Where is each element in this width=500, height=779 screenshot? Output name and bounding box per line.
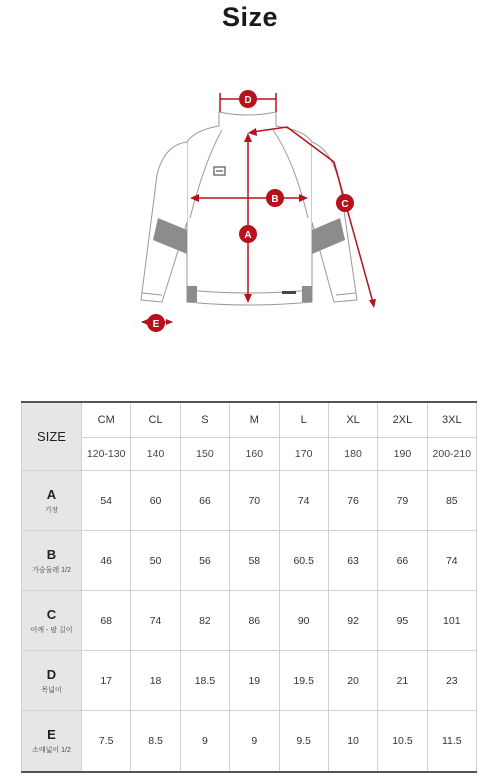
measurement-value-cell: 82 (180, 591, 229, 651)
height-cell: 180 (328, 438, 377, 471)
size-code-cell: 2XL (378, 402, 427, 438)
label-a: A (244, 230, 252, 241)
measurement-row-header (22, 711, 82, 772)
measurement-letter: E (47, 727, 56, 743)
measurement-value-cell: 58 (230, 531, 279, 591)
measurement-letter: B (46, 546, 57, 562)
height-cell: 140 (131, 438, 180, 471)
measurement-row (22, 651, 477, 711)
measurement-row-header (22, 531, 82, 591)
measurement-value-cell: 20 (328, 651, 377, 711)
measurement-value-cell: 76 (328, 471, 377, 531)
brand-tag (282, 291, 296, 294)
measurement-row-header (22, 591, 82, 651)
measurement-value-cell: 60 (131, 471, 180, 531)
height-row (22, 438, 477, 471)
height-cell: 170 (279, 438, 328, 471)
measurement-value-cell: 63 (328, 531, 377, 591)
measurement-value-cell: 10 (328, 711, 377, 772)
height-cell: 120-130 (82, 438, 131, 471)
size-chart-table (21, 401, 477, 773)
height-cell: 160 (230, 438, 279, 471)
measurement-value-cell: 92 (328, 591, 377, 651)
measurement-value-cell: 66 (378, 531, 427, 591)
measurement-row (22, 471, 477, 531)
size-code-cell: CM (82, 402, 131, 438)
page-title: Size (221, 2, 279, 32)
measurement-value-cell: 79 (378, 471, 427, 531)
measurement-value-cell: 74 (427, 531, 476, 591)
size-code-cell: S (180, 402, 229, 438)
measurement-description: 어깨 - 팔 길이 (30, 626, 73, 634)
measurement-value-cell: 19.5 (279, 651, 328, 711)
height-cell: 200-210 (427, 438, 476, 471)
measurement-value-cell: 10.5 (378, 711, 427, 772)
label-e: E (152, 319, 160, 330)
measurement-value-cell: 70 (230, 471, 279, 531)
measurement-row-header (22, 651, 82, 711)
measurement-description: 기장 (44, 506, 59, 514)
measurement-value-cell: 101 (427, 591, 476, 651)
jacket-measurement-diagram (0, 80, 500, 340)
size-code-cell: 3XL (427, 402, 476, 438)
size-code-row (22, 402, 477, 438)
measurement-value-cell: 74 (131, 591, 180, 651)
measurement-value-cell: 56 (180, 531, 229, 591)
measurement-value-cell: 9 (180, 711, 229, 772)
measurement-value-cell: 90 (279, 591, 328, 651)
measurement-value-cell: 19 (230, 651, 279, 711)
measurement-row-header (22, 471, 82, 531)
measurement-letter: D (46, 666, 57, 682)
measurement-value-cell: 54 (82, 471, 131, 531)
size-code-cell: M (230, 402, 279, 438)
measurement-value-cell: 9 (230, 711, 279, 772)
measurement-row (22, 531, 477, 591)
measurement-value-cell: 74 (279, 471, 328, 531)
size-corner-label: SIZE (22, 402, 82, 471)
label-d: D (244, 95, 252, 106)
measurement-row (22, 591, 477, 651)
measurement-value-cell: 85 (427, 471, 476, 531)
measurement-value-cell: 17 (82, 651, 131, 711)
measurement-value-cell: 66 (180, 471, 229, 531)
size-code-cell: XL (328, 402, 377, 438)
height-cell: 150 (180, 438, 229, 471)
measurement-letter: C (46, 606, 57, 622)
measurement-value-cell: 46 (82, 531, 131, 591)
label-c: C (341, 199, 349, 210)
measurement-value-cell: 7.5 (82, 711, 131, 772)
measurement-value-cell: 95 (378, 591, 427, 651)
measurement-value-cell: 9.5 (279, 711, 328, 772)
measurement-value-cell: 50 (131, 531, 180, 591)
measurement-value-cell: 60.5 (279, 531, 328, 591)
label-b: B (271, 194, 279, 205)
size-code-cell: L (279, 402, 328, 438)
measurement-description: 소매넓이 1/2 (32, 747, 71, 755)
measurement-value-cell: 18.5 (180, 651, 229, 711)
measurement-value-cell: 18 (131, 651, 180, 711)
measurement-value-cell: 21 (378, 651, 427, 711)
measurement-description: 가슴둘레 1/2 (32, 566, 71, 574)
measurement-value-cell: 68 (82, 591, 131, 651)
measurement-value-cell: 8.5 (131, 711, 180, 772)
measurement-value-cell: 11.5 (427, 711, 476, 772)
measurement-value-cell: 23 (427, 651, 476, 711)
measurement-description: 목넓이 (41, 686, 62, 694)
measurement-letter: A (46, 486, 57, 502)
height-cell: 190 (378, 438, 427, 471)
measurement-row (22, 711, 477, 772)
size-code-cell: CL (131, 402, 180, 438)
measurement-value-cell: 86 (230, 591, 279, 651)
